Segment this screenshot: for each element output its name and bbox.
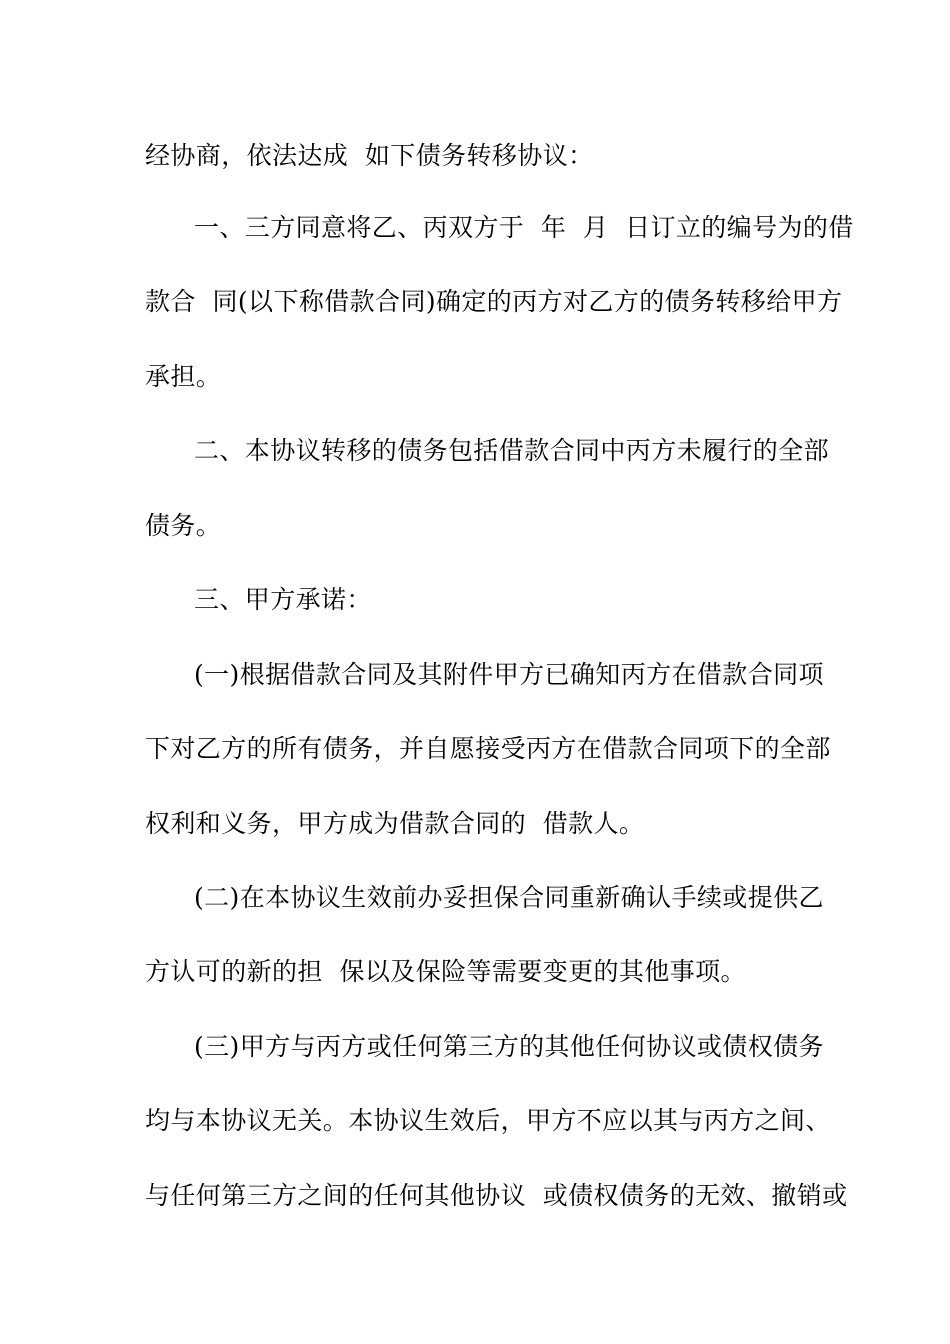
text-line-1: 经协商，依法达成 如下债务转移协议： (145, 141, 594, 170)
clause-3-3-line-3: 与任何第三方之间的任何其他协议 或债权债务的无效、撤销或 (145, 1181, 848, 1210)
clause-3-heading: 三、甲方承诺： (194, 585, 372, 614)
clause-3-2-line-2: 方认可的新的担 保以及保险等需要变更的其他事项。 (145, 957, 746, 986)
clause-3-2-line-1: (二)在本协议生效前办妥担保合同重新确认手续或提供乙 (194, 883, 824, 912)
clause-3-1-line-3: 权利和义务，甲方成为借款合同的 借款人。 (145, 809, 645, 838)
clause-1-line-1: 一、三方同意将乙、丙双方于 年 月 日订立的编号为的借 (194, 213, 854, 242)
clause-3-1-line-1: (一)根据借款合同及其附件甲方已确知丙方在借款合同项 (194, 660, 824, 689)
clause-1-line-2: 款合 同(以下称借款合同)确定的丙方对乙方的债务转移给甲方 (145, 287, 843, 316)
clause-3-3-line-2: 均与本协议无关。本协议生效后，甲方不应以其与丙方之间、 (145, 1106, 831, 1135)
clause-2-line-2: 债务。 (145, 511, 222, 540)
clause-1-line-3: 承担。 (145, 362, 222, 391)
clause-3-1-line-2: 下对乙方的所有债务，并自愿接受丙方在借款合同项下的全部 (145, 734, 831, 763)
clause-2-line-1: 二、本协议转移的债务包括借款合同中丙方未履行的全部 (194, 436, 830, 465)
clause-3-3-line-1: (三)甲方与丙方或任何第三方的其他任何协议或债权债务 (194, 1032, 824, 1061)
